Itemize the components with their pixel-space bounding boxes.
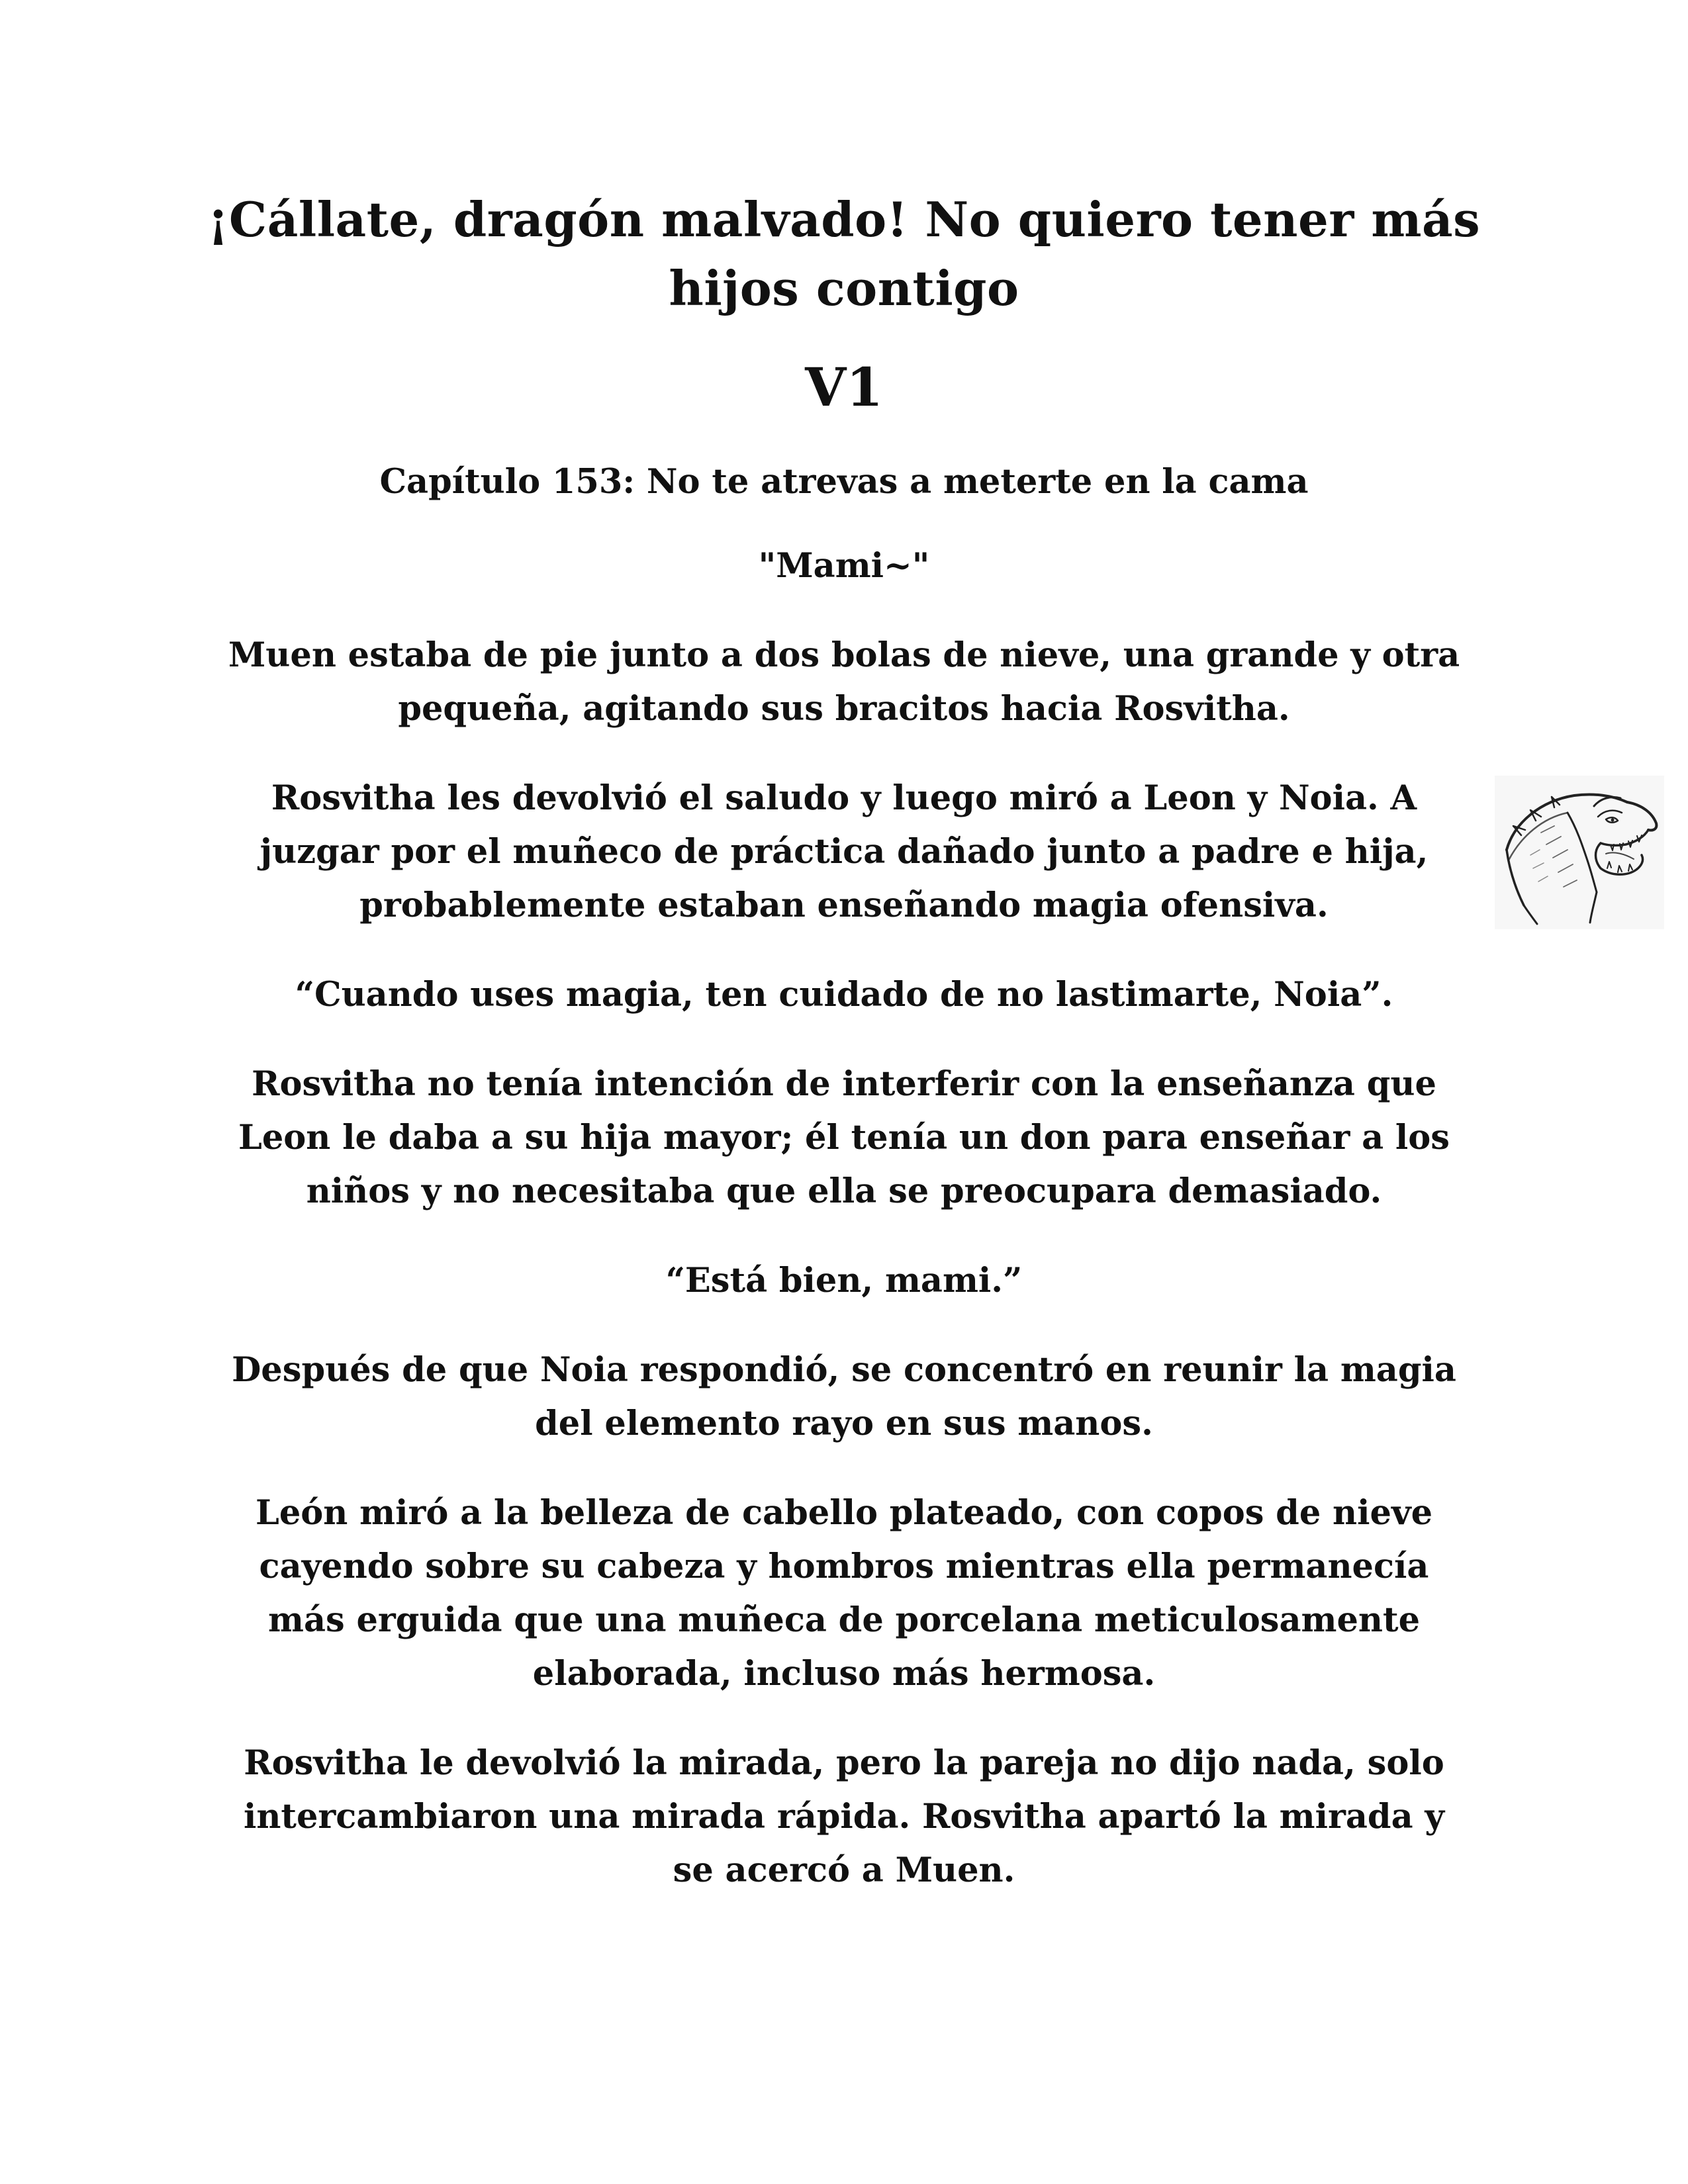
chapter-body [225,539,1463,1933]
paragraph: Rosvitha no tenía intención de interferir con la enseñanza que Leon le daba a su hija mayor; él tenía un don para enseñar a los niños y no necesitaba que ella se preocupara demasiado. [238,1064,1450,1211]
dragon-head-sketch-icon [1495,776,1664,929]
paragraph: "Mami~" [758,546,930,586]
paragraph: “Cuando uses magia, ten cuidado de no lastimarte, Noia”. [295,975,1393,1015]
chapter-heading: Capítulo 153: No te atrevas a meterte en la cama [379,462,1309,502]
paragraph: León miró a la belleza de cabello plateado, con copos de nieve cayendo sobre su cabeza y hombros mientras ella permanecía más erguida que una muñeca de porcelana meticulosamente elaborada, incluso más hermosa. [255,1493,1433,1694]
paragraph: “Está bien, mami.” [665,1261,1023,1300]
paragraph: Rosvitha les devolvió el saludo y luego miró a Leon y Noia. A juzgar por el muñeco de práctica dañado junto a padre e hija, probablemente estaban enseñando magia ofensiva. [259,778,1429,925]
document-title: ¡Cállate, dragón malvado! No quiero tener más hijos contigo [207,191,1481,316]
paragraph: Rosvitha le devolvió la mirada, pero la pareja no dijo nada, solo intercambiaron una mirada rápida. Rosvitha apartó la mirada y se acercó a Muen. [243,1743,1445,1890]
volume-label: V1 [805,356,883,418]
paragraph: Muen estaba de pie junto a dos bolas de nieve, una grande y otra pequeña, agitando sus bracitos hacia Rosvitha. [228,635,1460,729]
paragraph: Después de que Noia respondió, se concentró en reunir la magia del elemento rayo en sus manos. [232,1350,1456,1443]
